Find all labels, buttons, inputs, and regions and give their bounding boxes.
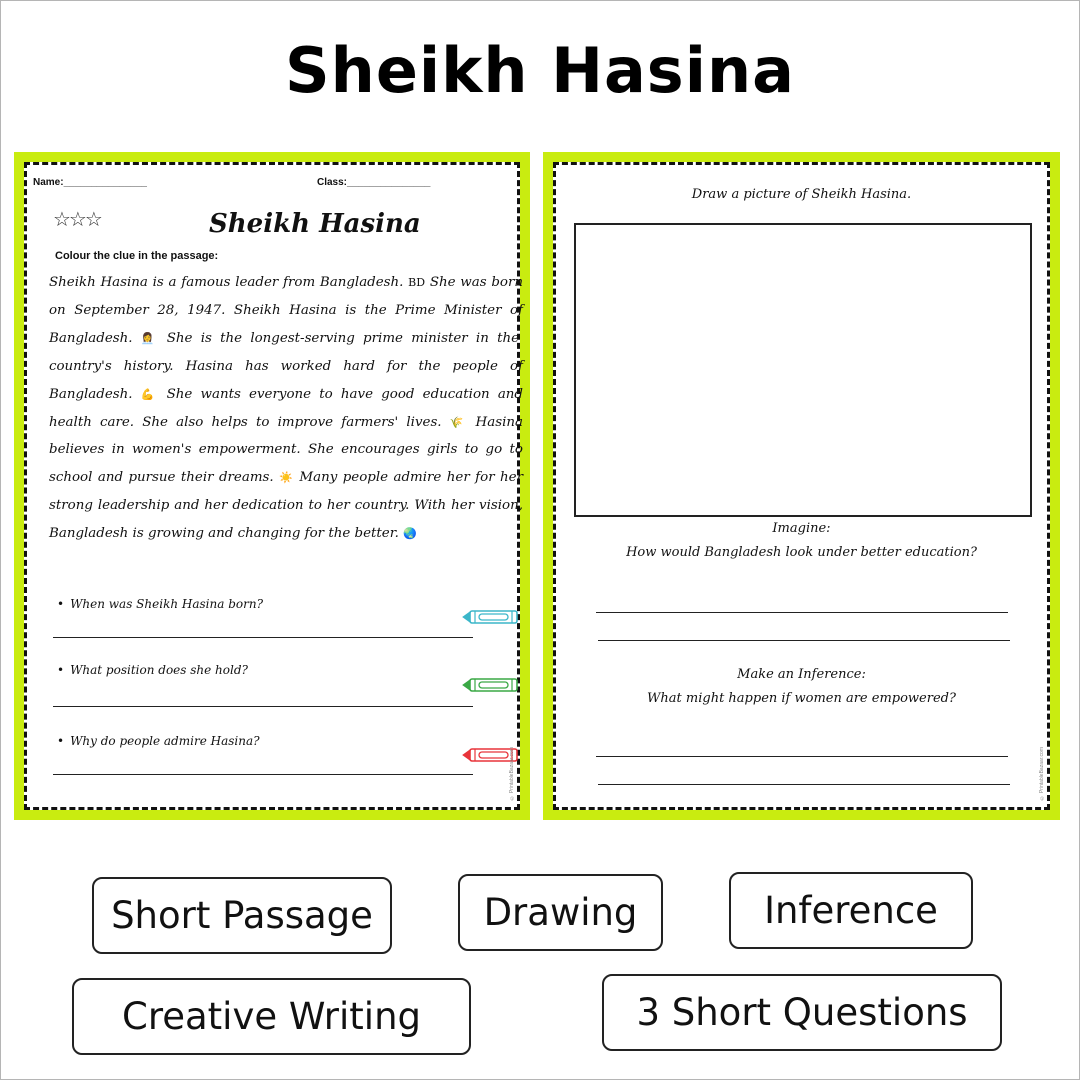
- page-title: Sheikh Hasina: [285, 34, 795, 107]
- passage-text: She is the longest-serving prime minister in the country's history. Hasina has worked hard for the people of Bangladesh.: [49, 330, 523, 402]
- answer-line-inference-1[interactable]: [596, 756, 1008, 757]
- question-text: What position does she hold?: [70, 663, 248, 677]
- watermark: © PrintableBazaar.com: [509, 747, 515, 801]
- draw-prompt: Draw a picture of Sheikh Hasina.: [691, 187, 912, 202]
- tag-short-questions: 3 Short Questions: [602, 974, 1002, 1051]
- drawing-box[interactable]: [574, 223, 1032, 517]
- question-text: Why do people admire Hasina?: [70, 734, 260, 748]
- question-3: [57, 734, 260, 748]
- worksheet-border: [553, 162, 1050, 810]
- drawing-worksheet: [543, 152, 1060, 820]
- clue-emoji-icon: 👩‍💼: [140, 331, 159, 345]
- passage-text: Hasina believes in women's empowerment. She encourages girls to go to school and pursue their dreams.: [49, 414, 523, 486]
- answer-line-imagine-2[interactable]: [598, 640, 1010, 641]
- passage-text: She was born on September 28, 1947. Sheikh Hasina is the Prime Minister of Bangladesh.: [49, 275, 523, 346]
- question-text: When was Sheikh Hasina born?: [70, 597, 264, 611]
- clue-emoji-icon: BD: [408, 276, 426, 289]
- worksheet-title: Sheikh Hasina: [209, 209, 421, 239]
- inference-label: Make an Inference:: [737, 667, 866, 682]
- question-2: [57, 663, 248, 677]
- question-1: [57, 597, 263, 611]
- class-field-label: Class:_______________: [317, 177, 431, 188]
- answer-line-3[interactable]: [53, 774, 473, 775]
- name-field-label: Name:_______________: [33, 177, 147, 188]
- passage-text: Sheikh Hasina is a famous leader from Bangladesh.: [49, 275, 409, 290]
- clue-emoji-icon: 🌏: [403, 527, 417, 541]
- reading-passage: [49, 269, 523, 548]
- answer-line-1[interactable]: [53, 637, 473, 638]
- watermark: © PrintableBazaar.com: [1039, 747, 1045, 801]
- clue-emoji-icon: 🌾: [449, 415, 468, 429]
- answer-line-2[interactable]: [53, 706, 473, 707]
- clue-emoji-icon: ☀️: [279, 471, 294, 485]
- clue-emoji-icon: 💪: [140, 387, 159, 401]
- instruction-text: Colour the clue in the passage:: [55, 250, 219, 262]
- crayon-icon: [462, 609, 520, 625]
- tag-short-passage: Short Passage: [92, 877, 392, 954]
- tag-inference: Inference: [729, 872, 973, 949]
- inference-question: What might happen if women are empowered?: [647, 691, 956, 706]
- bullet: •: [57, 734, 65, 748]
- answer-line-inference-2[interactable]: [598, 784, 1010, 785]
- tag-drawing: Drawing: [458, 874, 663, 951]
- imagine-question: How would Bangladesh look under better education?: [626, 545, 977, 560]
- bullet: •: [57, 663, 65, 677]
- passage-worksheet: [14, 152, 530, 820]
- imagine-label: Imagine:: [772, 521, 831, 536]
- rating-stars-icon: ☆☆☆: [53, 207, 101, 231]
- passage-text: She wants everyone to have good education and health care. She also helps to improve farmers' lives.: [49, 386, 524, 430]
- answer-line-imagine-1[interactable]: [596, 612, 1008, 613]
- passage-text: Many people admire her for her strong leadership and her dedication to her country. With her vision, Bangladesh is growing and changing for the better.: [49, 470, 523, 542]
- crayon-icon: [462, 677, 520, 693]
- worksheet-border: [24, 162, 524, 810]
- bullet: •: [57, 597, 65, 611]
- tag-creative-writing: Creative Writing: [72, 978, 471, 1055]
